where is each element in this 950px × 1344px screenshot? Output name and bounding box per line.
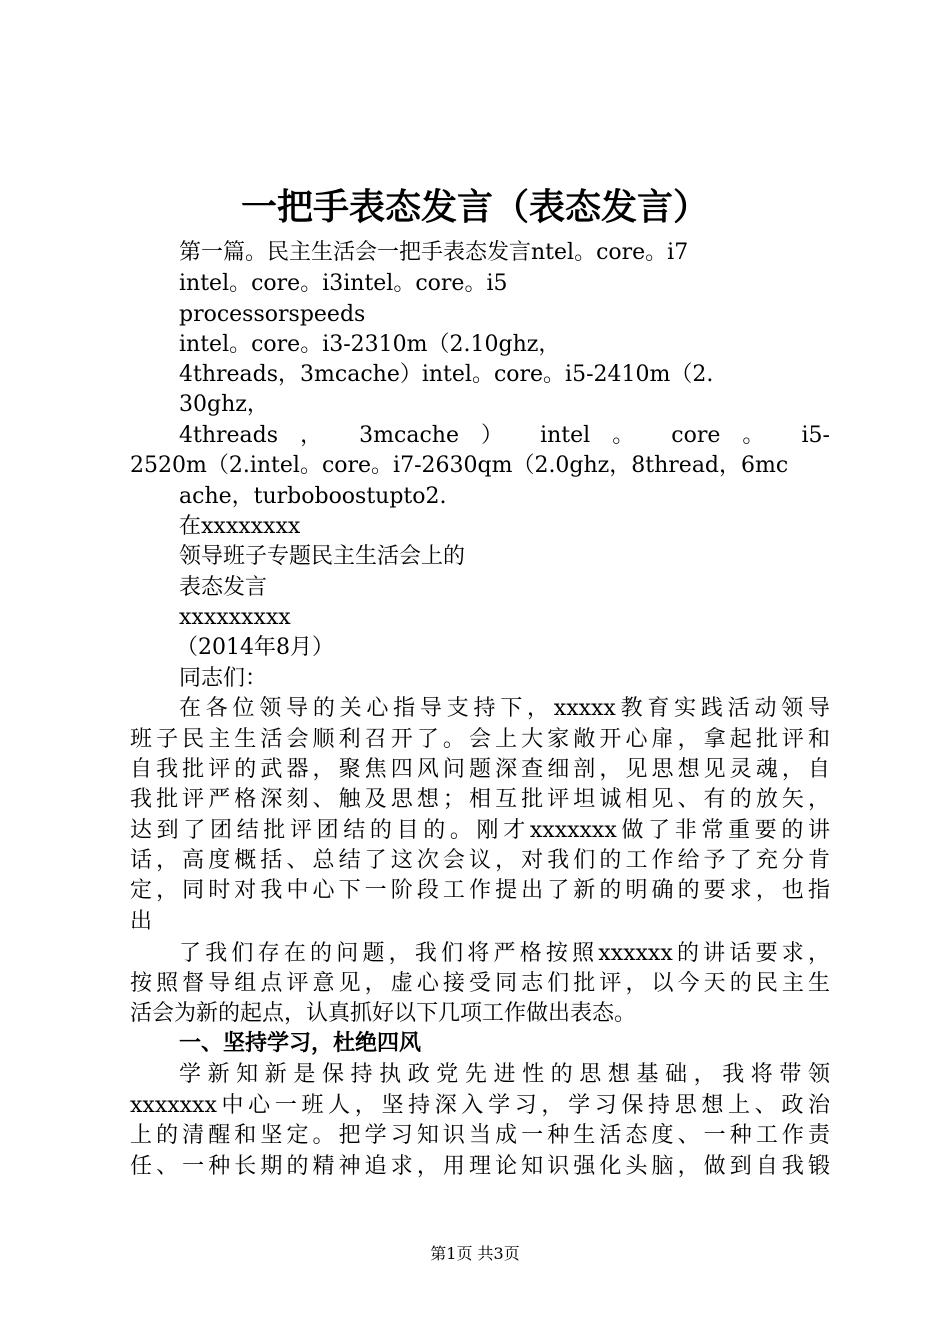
text-line: 第一篇。民主生活会一把手表态发言ntel。core。i7: [179, 240, 689, 265]
paragraph-line: 我批评严格深刻、触及思想；相互批评坦诚相见、有的放矢，: [130, 787, 830, 812]
paragraph-line: 活会为新的起点，认真抓好以下几项工作做出表态。: [130, 1001, 637, 1026]
paragraph-line: xxxxxxx中心一班人，坚持深入学习，学习保持思想上、政治: [130, 1093, 830, 1118]
paragraph-line: 了我们存在的问题，我们将严格按照xxxxxx的讲话要求，: [179, 941, 830, 966]
text-line: ache，turboboostupto2.: [179, 484, 447, 509]
page-footer: 第1页 共3页: [430, 1244, 520, 1263]
text-line: 同志们：: [179, 666, 268, 691]
paragraph-line: 上的清醒和坚定。把学习知识当成一种生活态度、一种工作责: [130, 1123, 830, 1148]
text-line: （2014年8月）: [176, 635, 334, 660]
paragraph-line: 自我批评的武器，聚焦四风问题深查细剖，见思想见灵魂，自: [130, 757, 830, 782]
text-line: 4threads，3mcache）intel。core。i5-2410m（2.: [179, 362, 714, 387]
paragraph-line: 任、一种长期的精神追求，用理论知识强化头脑，做到自我锻: [130, 1154, 830, 1179]
paragraph-line: 出: [130, 909, 153, 934]
section-heading: 一、坚持学习，杜绝四风: [179, 1031, 422, 1056]
paragraph-line: 学新知新是保持执政党先进性的思想基础，我将带领: [179, 1062, 830, 1087]
text-line: 30ghz，: [179, 392, 269, 417]
text-line: intel。core。i3-2310m（2.10ghz，: [179, 332, 561, 357]
paragraph-line: 班子民主生活会顺利召开了。会上大家敞开心扉，拿起批评和: [130, 727, 830, 752]
paragraph-line: 按照督导组点评意见，虚心接受同志们批评，以今天的民主生: [130, 971, 830, 996]
text-line: intel。core。i3intel。core。i5: [179, 271, 508, 296]
text-line: 在xxxxxxxx: [179, 514, 301, 539]
paragraph-line: 定，同时对我中心下一阶段工作提出了新的明确的要求，也指: [130, 878, 830, 903]
paragraph-line: 达到了团结批评团结的目的。刚才xxxxxxx做了非常重要的讲: [130, 818, 830, 843]
paragraph-line: 话，高度概括、总结了这次会议，对我们的工作给予了充分肯: [130, 848, 830, 873]
text-line: 2520m（2.intel。core。i7-2630qm（2.0ghz，8thread，6mc: [130, 453, 789, 478]
text-line: 表态发言: [179, 575, 268, 600]
paragraph-line: 在各位领导的关心指导支持下，xxxxx教育实践活动领导: [179, 696, 830, 721]
text-line: 4threads ， 3mcache ） intel 。 core 。 i5-: [179, 423, 830, 448]
text-line: xxxxxxxxx: [179, 605, 291, 630]
text-line: 领导班子专题民主生活会上的: [179, 544, 466, 569]
text-line: processorspeeds: [179, 302, 366, 327]
document-title: 一把手表态发言（表态发言）: [240, 187, 709, 228]
